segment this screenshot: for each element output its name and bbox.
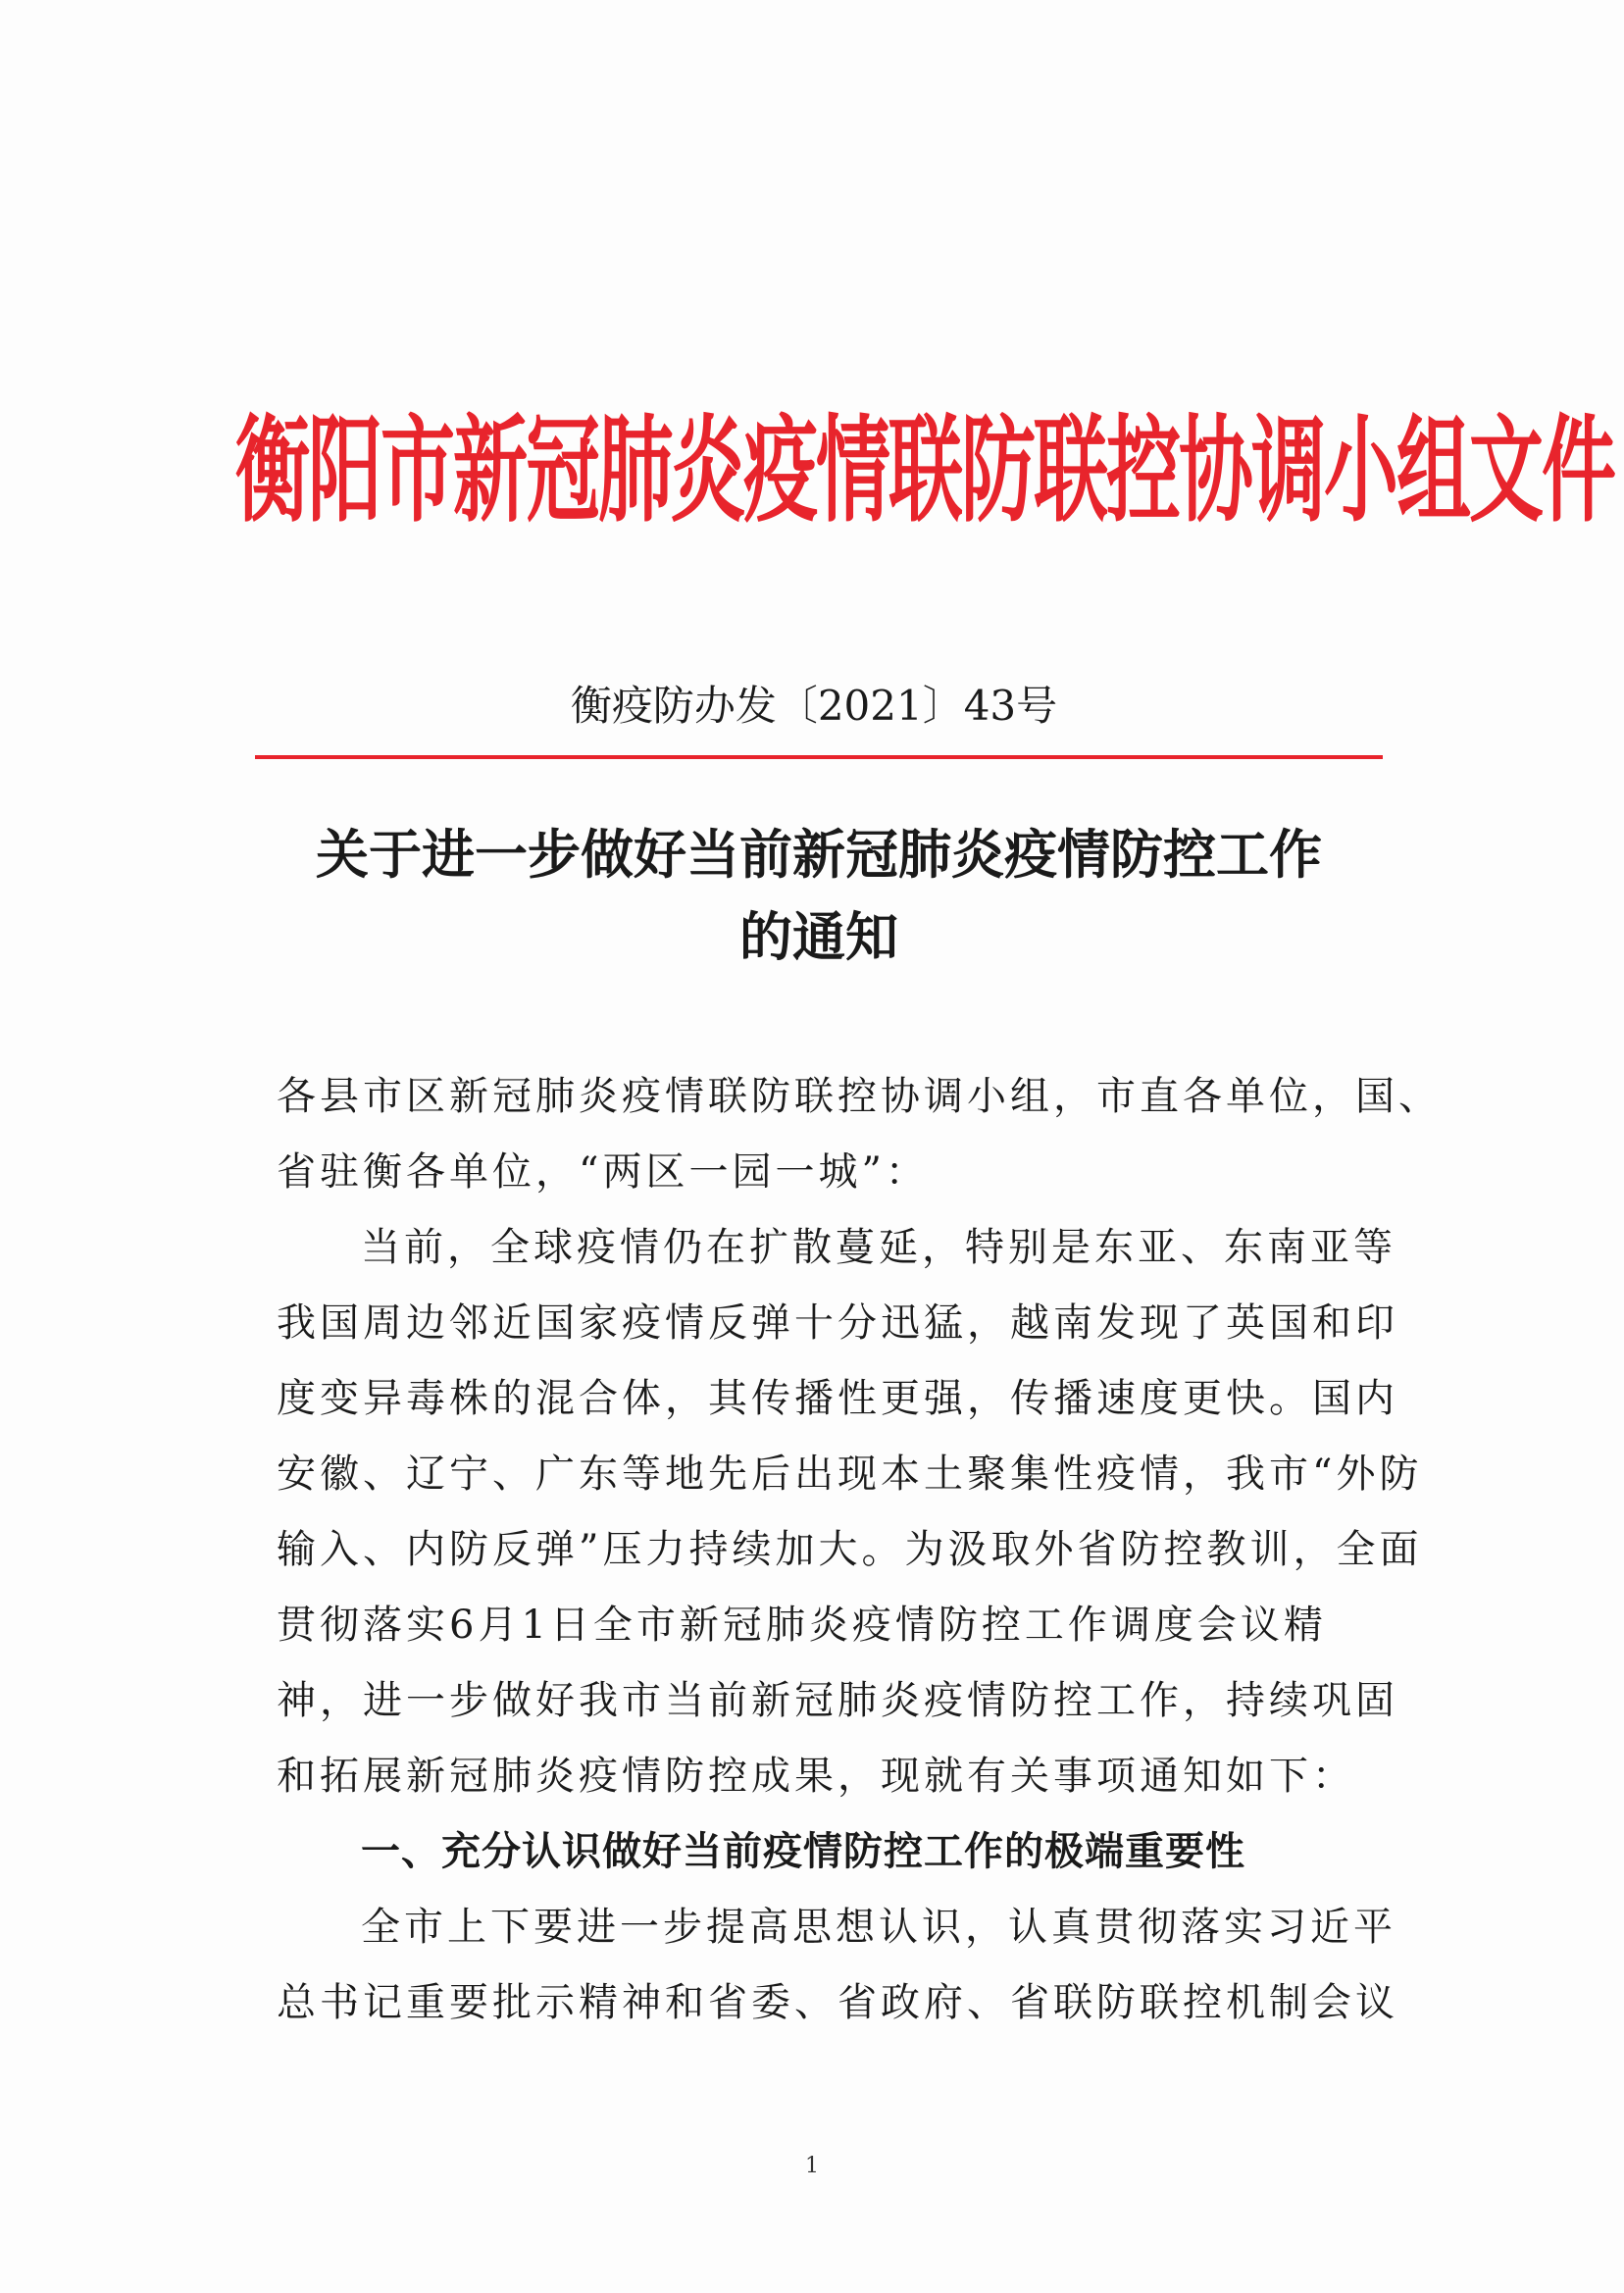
body-line-addressee-2: 省驻衡各单位，“两区一园一城”： xyxy=(277,1149,929,1195)
body-line: 我国周边邻近国家疫情反弹十分迅猛，越南发现了英国和印 xyxy=(277,1300,1398,1346)
body-line: 全市上下要进一步提高思想认识，认真贯彻落实习近平 xyxy=(361,1905,1396,1950)
document-title-line-1: 关于进一步做好当前新冠肺炎疫情防控工作 xyxy=(316,824,1322,886)
body-line-addressee-1: 各县市区新冠肺炎疫情联防联控协调小组，市直各单位，国、 xyxy=(277,1074,1442,1119)
body-line: 总书记重要批示精神和省委、省政府、省联防联控机制会议 xyxy=(277,1980,1398,2025)
document-body xyxy=(277,1059,1442,2041)
body-line: 贯彻落实6月1日全市新冠肺炎疫情防控工作调度会议精 xyxy=(277,1603,1327,1648)
document-number: 衡疫防办发〔2021〕43号 xyxy=(570,682,1058,730)
body-line: 神，进一步做好我市当前新冠肺炎疫情防控工作，持续巩固 xyxy=(277,1678,1398,1723)
section-heading: 一、充分认识做好当前疫情防控工作的极端重要性 xyxy=(361,1829,1245,1874)
masthead-title: 衡阳市新冠肺炎疫情联防联控协调小组文件 xyxy=(235,402,1614,538)
body-line: 度变异毒株的混合体，其传播性更强，传播速度更快。国内 xyxy=(277,1376,1398,1421)
page-number: 1 xyxy=(805,2154,819,2178)
document-title-line-2: 的通知 xyxy=(739,906,898,968)
body-line: 和拓展新冠肺炎疫情防控成果，现就有关事项通知如下： xyxy=(277,1754,1355,1799)
body-line: 输入、内防反弹”压力持续加大。为汲取外省防控教训，全面 xyxy=(277,1527,1423,1572)
red-divider-line xyxy=(255,755,1383,759)
body-line: 当前，全球疫情仍在扩散蔓延，特别是东亚、东南亚等 xyxy=(361,1225,1396,1270)
document-title xyxy=(255,814,1383,979)
body-line: 安徽、辽宁、广东等地先后出现本土聚集性疫情，我市“外防 xyxy=(277,1452,1423,1497)
